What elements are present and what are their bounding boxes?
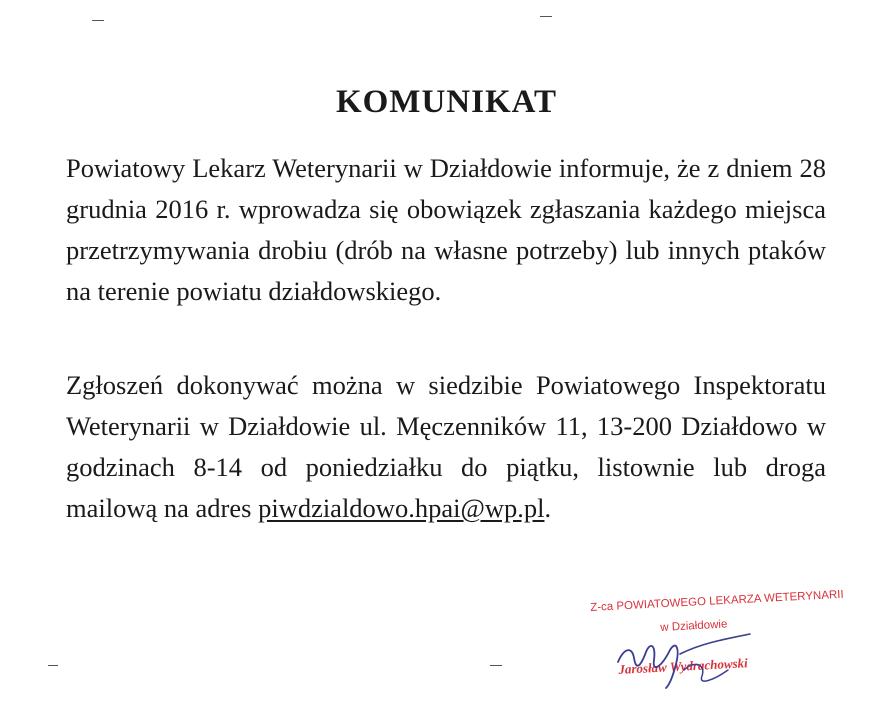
handwritten-signature-icon <box>610 630 760 690</box>
email-suffix: . <box>544 493 552 523</box>
stamp-location-line: w Działdowie <box>660 618 728 634</box>
contact-paragraph-text: Zgłoszeń dokonywać można w siedzibie Powiatowego Inspektoratu Weterynarii w Działdowie ul. Męczenników 11, 13-200 Działdowo w godzinach 8-14 od poniedziałku do piątku, listownie lub droga mailową na adres <box>66 370 826 523</box>
scan-speck <box>92 20 104 21</box>
email-address-link[interactable]: piwdzialdowo.hpai@wp.pl <box>258 493 545 523</box>
document-title: KOMUNIKAT <box>335 84 558 120</box>
scan-speck <box>490 665 502 666</box>
stamp-position-line: Z-ca POWIATOWEGO LEKARZA WETERYNARII <box>590 588 844 614</box>
scan-speck <box>540 16 552 17</box>
stamp-name-line: Jarosław Wydrachowski <box>618 655 749 677</box>
scan-speck <box>48 665 58 666</box>
announcement-paragraph: Powiatowy Lekarz Weterynarii w Działdowie informuje, że z dniem 28 grudnia 2016 r. wprowadza się obowiązek zgłaszania każdego miejsca przetrzymywania drobiu (drób na własne potrzeby) lub innych ptaków na terenie powiatu działdowskiego. <box>66 153 826 306</box>
contact-paragraph <box>66 365 826 529</box>
